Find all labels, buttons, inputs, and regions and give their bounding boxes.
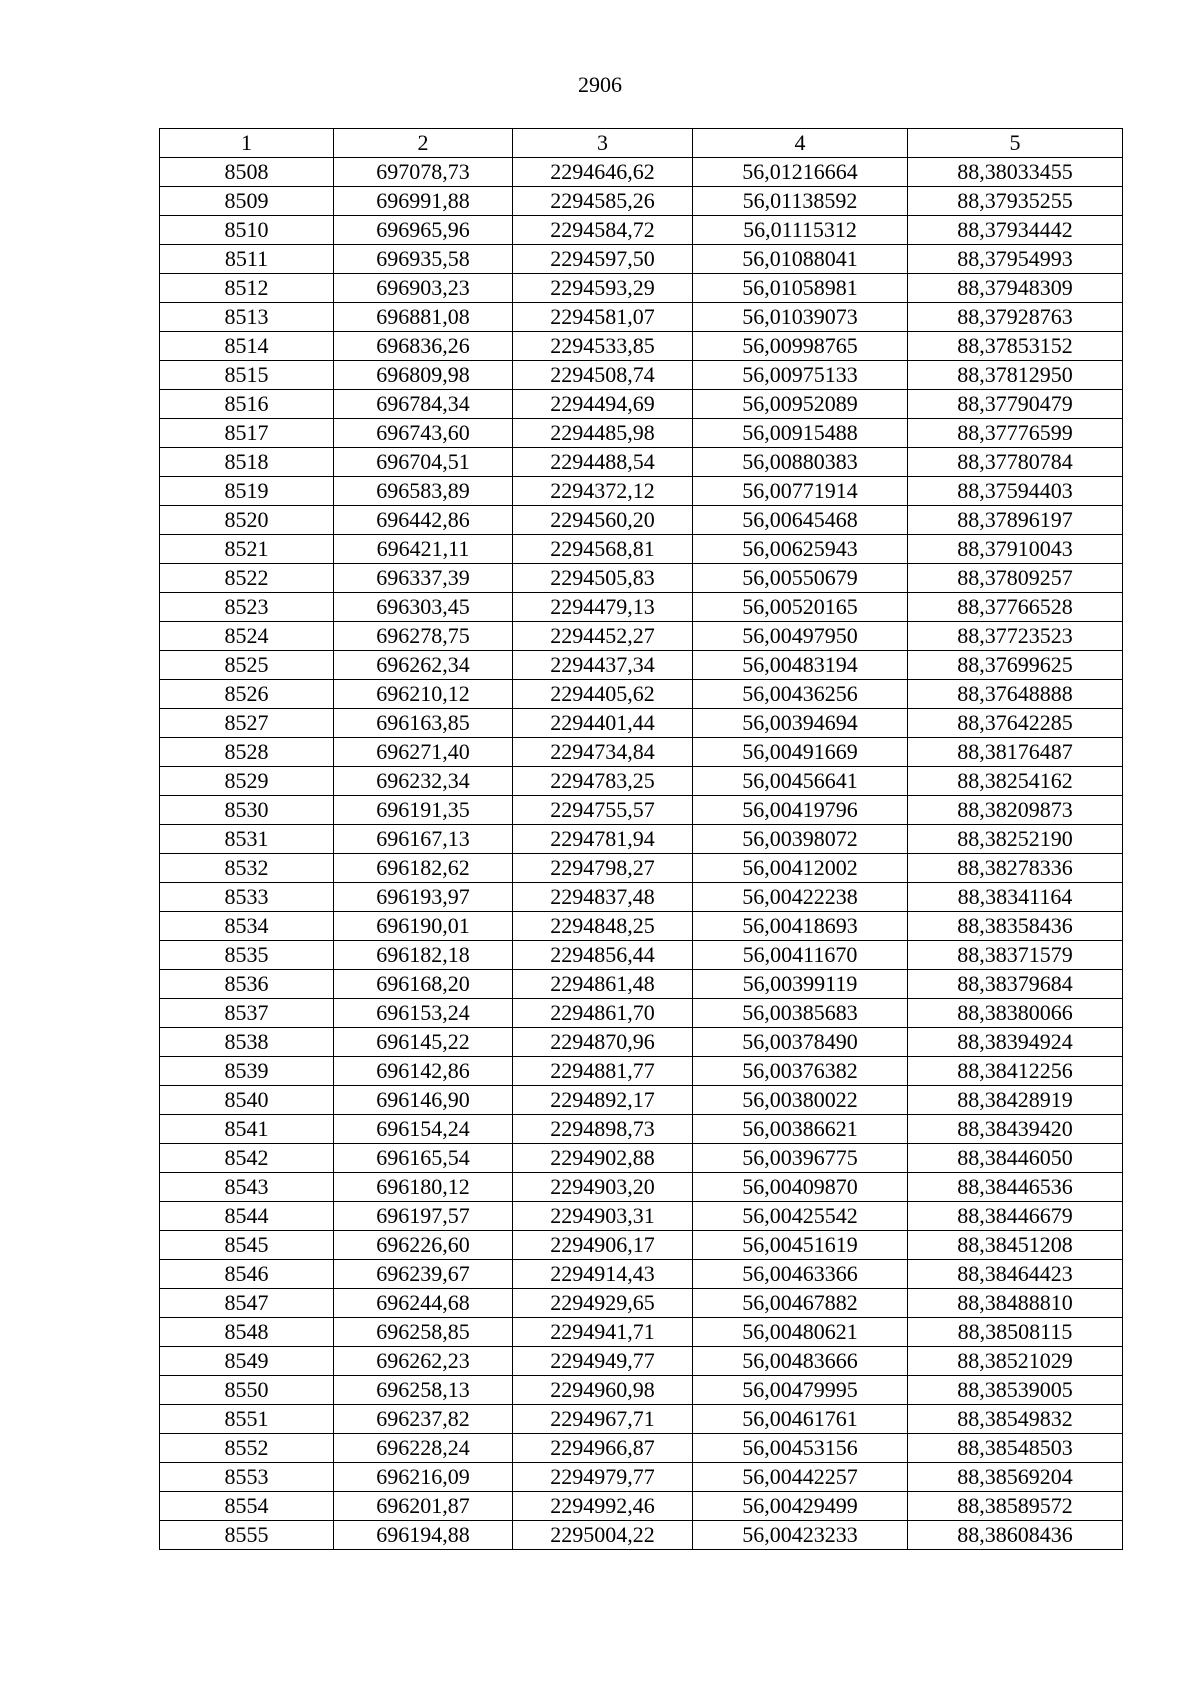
longitude-cell: 88,38278336 [908, 854, 1123, 883]
x-coordinate-cell: 696216,09 [334, 1463, 513, 1492]
y-coordinate-cell: 2295004,22 [513, 1521, 693, 1550]
y-coordinate-cell: 2294861,48 [513, 970, 693, 999]
latitude-cell: 56,00423233 [693, 1521, 908, 1550]
latitude-cell: 56,00491669 [693, 738, 908, 767]
longitude-cell: 88,38446536 [908, 1173, 1123, 1202]
longitude-cell: 88,37928763 [908, 303, 1123, 332]
latitude-cell: 56,00520165 [693, 593, 908, 622]
point-number-cell: 8529 [160, 767, 334, 796]
y-coordinate-cell: 2294992,46 [513, 1492, 693, 1521]
latitude-cell: 56,00880383 [693, 448, 908, 477]
longitude-cell: 88,37812950 [908, 361, 1123, 390]
latitude-cell: 56,00396775 [693, 1144, 908, 1173]
x-coordinate-cell: 696182,18 [334, 941, 513, 970]
point-number-cell: 8546 [160, 1260, 334, 1289]
longitude-cell: 88,38569204 [908, 1463, 1123, 1492]
latitude-cell: 56,00998765 [693, 332, 908, 361]
y-coordinate-cell: 2294405,62 [513, 680, 693, 709]
longitude-cell: 88,38539005 [908, 1376, 1123, 1405]
latitude-cell: 56,01039073 [693, 303, 908, 332]
longitude-cell: 88,37896197 [908, 506, 1123, 535]
longitude-cell: 88,37948309 [908, 274, 1123, 303]
column-header: 1 [160, 129, 334, 158]
y-coordinate-cell: 2294848,25 [513, 912, 693, 941]
x-coordinate-cell: 696583,89 [334, 477, 513, 506]
y-coordinate-cell: 2294646,62 [513, 158, 693, 187]
latitude-cell: 56,01138592 [693, 187, 908, 216]
column-header: 2 [334, 129, 513, 158]
longitude-cell: 88,37776599 [908, 419, 1123, 448]
y-coordinate-cell: 2294929,65 [513, 1289, 693, 1318]
point-number-cell: 8539 [160, 1057, 334, 1086]
table-body [160, 158, 1123, 1550]
latitude-cell: 56,00394694 [693, 709, 908, 738]
point-number-cell: 8528 [160, 738, 334, 767]
y-coordinate-cell: 2294533,85 [513, 332, 693, 361]
longitude-cell: 88,38252190 [908, 825, 1123, 854]
y-coordinate-cell: 2294898,73 [513, 1115, 693, 1144]
point-number-cell: 8535 [160, 941, 334, 970]
point-number-cell: 8510 [160, 216, 334, 245]
longitude-cell: 88,38446050 [908, 1144, 1123, 1173]
x-coordinate-cell: 696258,13 [334, 1376, 513, 1405]
table-row [160, 1231, 1123, 1260]
table-row [160, 1115, 1123, 1144]
latitude-cell: 56,00411670 [693, 941, 908, 970]
x-coordinate-cell: 696421,11 [334, 535, 513, 564]
longitude-cell: 88,38446679 [908, 1202, 1123, 1231]
longitude-cell: 88,38464423 [908, 1260, 1123, 1289]
x-coordinate-cell: 696337,39 [334, 564, 513, 593]
longitude-cell: 88,38608436 [908, 1521, 1123, 1550]
x-coordinate-cell: 696881,08 [334, 303, 513, 332]
longitude-cell: 88,38451208 [908, 1231, 1123, 1260]
latitude-cell: 56,00386621 [693, 1115, 908, 1144]
column-header: 5 [908, 129, 1123, 158]
table-row [160, 419, 1123, 448]
x-coordinate-cell: 696228,24 [334, 1434, 513, 1463]
table-row [160, 1086, 1123, 1115]
longitude-cell: 88,37642285 [908, 709, 1123, 738]
longitude-cell: 88,38380066 [908, 999, 1123, 1028]
point-number-cell: 8538 [160, 1028, 334, 1057]
latitude-cell: 56,00422238 [693, 883, 908, 912]
y-coordinate-cell: 2294881,77 [513, 1057, 693, 1086]
table-row [160, 1434, 1123, 1463]
x-coordinate-cell: 696197,57 [334, 1202, 513, 1231]
y-coordinate-cell: 2294734,84 [513, 738, 693, 767]
table-row [160, 274, 1123, 303]
table-row [160, 941, 1123, 970]
x-coordinate-cell: 696935,58 [334, 245, 513, 274]
latitude-cell: 56,00425542 [693, 1202, 908, 1231]
table-row [160, 216, 1123, 245]
table-row [160, 999, 1123, 1028]
latitude-cell: 56,00915488 [693, 419, 908, 448]
longitude-cell: 88,37910043 [908, 535, 1123, 564]
table-row [160, 1202, 1123, 1231]
latitude-cell: 56,00645468 [693, 506, 908, 535]
coordinates-table [159, 128, 1123, 1550]
table-row [160, 1144, 1123, 1173]
y-coordinate-cell: 2294892,17 [513, 1086, 693, 1115]
point-number-cell: 8522 [160, 564, 334, 593]
table-row [160, 245, 1123, 274]
table-row [160, 1376, 1123, 1405]
x-coordinate-cell: 696154,24 [334, 1115, 513, 1144]
x-coordinate-cell: 696210,12 [334, 680, 513, 709]
point-number-cell: 8526 [160, 680, 334, 709]
y-coordinate-cell: 2294906,17 [513, 1231, 693, 1260]
table-row [160, 390, 1123, 419]
table-row [160, 767, 1123, 796]
longitude-cell: 88,38589572 [908, 1492, 1123, 1521]
point-number-cell: 8531 [160, 825, 334, 854]
latitude-cell: 56,00480621 [693, 1318, 908, 1347]
point-number-cell: 8523 [160, 593, 334, 622]
y-coordinate-cell: 2294966,87 [513, 1434, 693, 1463]
longitude-cell: 88,37809257 [908, 564, 1123, 593]
point-number-cell: 8513 [160, 303, 334, 332]
point-number-cell: 8530 [160, 796, 334, 825]
longitude-cell: 88,37935255 [908, 187, 1123, 216]
point-number-cell: 8511 [160, 245, 334, 274]
point-number-cell: 8519 [160, 477, 334, 506]
y-coordinate-cell: 2294837,48 [513, 883, 693, 912]
table-row [160, 1028, 1123, 1057]
y-coordinate-cell: 2294967,71 [513, 1405, 693, 1434]
y-coordinate-cell: 2294755,57 [513, 796, 693, 825]
y-coordinate-cell: 2294902,88 [513, 1144, 693, 1173]
table-row [160, 825, 1123, 854]
x-coordinate-cell: 696190,01 [334, 912, 513, 941]
latitude-cell: 56,00456641 [693, 767, 908, 796]
latitude-cell: 56,00451619 [693, 1231, 908, 1260]
column-header: 3 [513, 129, 693, 158]
table-row [160, 1173, 1123, 1202]
latitude-cell: 56,00376382 [693, 1057, 908, 1086]
table-row [160, 361, 1123, 390]
y-coordinate-cell: 2294856,44 [513, 941, 693, 970]
x-coordinate-cell: 696237,82 [334, 1405, 513, 1434]
y-coordinate-cell: 2294508,74 [513, 361, 693, 390]
x-coordinate-cell: 696743,60 [334, 419, 513, 448]
point-number-cell: 8544 [160, 1202, 334, 1231]
y-coordinate-cell: 2294783,25 [513, 767, 693, 796]
x-coordinate-cell: 696244,68 [334, 1289, 513, 1318]
longitude-cell: 88,38254162 [908, 767, 1123, 796]
latitude-cell: 56,00412002 [693, 854, 908, 883]
point-number-cell: 8543 [160, 1173, 334, 1202]
longitude-cell: 88,38371579 [908, 941, 1123, 970]
longitude-cell: 88,37648888 [908, 680, 1123, 709]
longitude-cell: 88,37954993 [908, 245, 1123, 274]
point-number-cell: 8512 [160, 274, 334, 303]
y-coordinate-cell: 2294903,20 [513, 1173, 693, 1202]
latitude-cell: 56,00419796 [693, 796, 908, 825]
latitude-cell: 56,01058981 [693, 274, 908, 303]
point-number-cell: 8525 [160, 651, 334, 680]
y-coordinate-cell: 2294870,96 [513, 1028, 693, 1057]
longitude-cell: 88,37594403 [908, 477, 1123, 506]
table-row [160, 651, 1123, 680]
latitude-cell: 56,00467882 [693, 1289, 908, 1318]
latitude-cell: 56,00399119 [693, 970, 908, 999]
x-coordinate-cell: 696201,87 [334, 1492, 513, 1521]
latitude-cell: 56,00483666 [693, 1347, 908, 1376]
point-number-cell: 8520 [160, 506, 334, 535]
x-coordinate-cell: 696239,67 [334, 1260, 513, 1289]
table-row [160, 738, 1123, 767]
longitude-cell: 88,38488810 [908, 1289, 1123, 1318]
table-row [160, 1405, 1123, 1434]
table-row [160, 564, 1123, 593]
point-number-cell: 8521 [160, 535, 334, 564]
x-coordinate-cell: 697078,73 [334, 158, 513, 187]
latitude-cell: 56,00442257 [693, 1463, 908, 1492]
y-coordinate-cell: 2294781,94 [513, 825, 693, 854]
point-number-cell: 8533 [160, 883, 334, 912]
x-coordinate-cell: 696167,13 [334, 825, 513, 854]
x-coordinate-cell: 696194,88 [334, 1521, 513, 1550]
point-number-cell: 8552 [160, 1434, 334, 1463]
table-row [160, 477, 1123, 506]
longitude-cell: 88,38549832 [908, 1405, 1123, 1434]
point-number-cell: 8547 [160, 1289, 334, 1318]
x-coordinate-cell: 696784,34 [334, 390, 513, 419]
point-number-cell: 8537 [160, 999, 334, 1028]
point-number-cell: 8516 [160, 390, 334, 419]
y-coordinate-cell: 2294861,70 [513, 999, 693, 1028]
x-coordinate-cell: 696258,85 [334, 1318, 513, 1347]
x-coordinate-cell: 696903,23 [334, 274, 513, 303]
latitude-cell: 56,00771914 [693, 477, 908, 506]
table-row [160, 1521, 1123, 1550]
table-row [160, 1463, 1123, 1492]
y-coordinate-cell: 2294568,81 [513, 535, 693, 564]
longitude-cell: 88,37780784 [908, 448, 1123, 477]
point-number-cell: 8509 [160, 187, 334, 216]
y-coordinate-cell: 2294585,26 [513, 187, 693, 216]
latitude-cell: 56,00463366 [693, 1260, 908, 1289]
longitude-cell: 88,38508115 [908, 1318, 1123, 1347]
table-row [160, 158, 1123, 187]
latitude-cell: 56,00625943 [693, 535, 908, 564]
longitude-cell: 88,38033455 [908, 158, 1123, 187]
latitude-cell: 56,00380022 [693, 1086, 908, 1115]
table-row [160, 303, 1123, 332]
x-coordinate-cell: 696142,86 [334, 1057, 513, 1086]
table-row [160, 535, 1123, 564]
point-number-cell: 8549 [160, 1347, 334, 1376]
y-coordinate-cell: 2294903,31 [513, 1202, 693, 1231]
x-coordinate-cell: 696303,45 [334, 593, 513, 622]
table-row [160, 796, 1123, 825]
x-coordinate-cell: 696168,20 [334, 970, 513, 999]
header-row [160, 129, 1123, 158]
longitude-cell: 88,38439420 [908, 1115, 1123, 1144]
table-row [160, 1347, 1123, 1376]
point-number-cell: 8524 [160, 622, 334, 651]
y-coordinate-cell: 2294798,27 [513, 854, 693, 883]
x-coordinate-cell: 696165,54 [334, 1144, 513, 1173]
y-coordinate-cell: 2294505,83 [513, 564, 693, 593]
latitude-cell: 56,00952089 [693, 390, 908, 419]
x-coordinate-cell: 696442,86 [334, 506, 513, 535]
point-number-cell: 8550 [160, 1376, 334, 1405]
latitude-cell: 56,01115312 [693, 216, 908, 245]
longitude-cell: 88,37699625 [908, 651, 1123, 680]
longitude-cell: 88,38428919 [908, 1086, 1123, 1115]
y-coordinate-cell: 2294584,72 [513, 216, 693, 245]
x-coordinate-cell: 696836,26 [334, 332, 513, 361]
x-coordinate-cell: 696991,88 [334, 187, 513, 216]
y-coordinate-cell: 2294560,20 [513, 506, 693, 535]
longitude-cell: 88,38379684 [908, 970, 1123, 999]
longitude-cell: 88,38521029 [908, 1347, 1123, 1376]
point-number-cell: 8545 [160, 1231, 334, 1260]
latitude-cell: 56,00429499 [693, 1492, 908, 1521]
x-coordinate-cell: 696262,34 [334, 651, 513, 680]
table-row [160, 680, 1123, 709]
y-coordinate-cell: 2294479,13 [513, 593, 693, 622]
latitude-cell: 56,00409870 [693, 1173, 908, 1202]
point-number-cell: 8548 [160, 1318, 334, 1347]
x-coordinate-cell: 696271,40 [334, 738, 513, 767]
x-coordinate-cell: 696182,62 [334, 854, 513, 883]
point-number-cell: 8508 [160, 158, 334, 187]
latitude-cell: 56,01216664 [693, 158, 908, 187]
point-number-cell: 8534 [160, 912, 334, 941]
y-coordinate-cell: 2294437,34 [513, 651, 693, 680]
y-coordinate-cell: 2294597,50 [513, 245, 693, 274]
latitude-cell: 56,00436256 [693, 680, 908, 709]
longitude-cell: 88,38341164 [908, 883, 1123, 912]
y-coordinate-cell: 2294488,54 [513, 448, 693, 477]
latitude-cell: 56,01088041 [693, 245, 908, 274]
latitude-cell: 56,00385683 [693, 999, 908, 1028]
point-number-cell: 8515 [160, 361, 334, 390]
latitude-cell: 56,00483194 [693, 651, 908, 680]
point-number-cell: 8554 [160, 1492, 334, 1521]
table-row [160, 448, 1123, 477]
y-coordinate-cell: 2294960,98 [513, 1376, 693, 1405]
table-row [160, 1492, 1123, 1521]
x-coordinate-cell: 696153,24 [334, 999, 513, 1028]
table-row [160, 622, 1123, 651]
point-number-cell: 8518 [160, 448, 334, 477]
point-number-cell: 8517 [160, 419, 334, 448]
y-coordinate-cell: 2294452,27 [513, 622, 693, 651]
table-row [160, 709, 1123, 738]
longitude-cell: 88,37790479 [908, 390, 1123, 419]
table-row [160, 1318, 1123, 1347]
x-coordinate-cell: 696809,98 [334, 361, 513, 390]
table-row [160, 187, 1123, 216]
x-coordinate-cell: 696146,90 [334, 1086, 513, 1115]
table-row [160, 883, 1123, 912]
x-coordinate-cell: 696704,51 [334, 448, 513, 477]
latitude-cell: 56,00479995 [693, 1376, 908, 1405]
x-coordinate-cell: 696180,12 [334, 1173, 513, 1202]
point-number-cell: 8551 [160, 1405, 334, 1434]
x-coordinate-cell: 696232,34 [334, 767, 513, 796]
longitude-cell: 88,37934442 [908, 216, 1123, 245]
latitude-cell: 56,00453156 [693, 1434, 908, 1463]
point-number-cell: 8555 [160, 1521, 334, 1550]
y-coordinate-cell: 2294401,44 [513, 709, 693, 738]
x-coordinate-cell: 696191,35 [334, 796, 513, 825]
point-number-cell: 8541 [160, 1115, 334, 1144]
latitude-cell: 56,00461761 [693, 1405, 908, 1434]
longitude-cell: 88,38412256 [908, 1057, 1123, 1086]
latitude-cell: 56,00398072 [693, 825, 908, 854]
point-number-cell: 8553 [160, 1463, 334, 1492]
point-number-cell: 8514 [160, 332, 334, 361]
y-coordinate-cell: 2294941,71 [513, 1318, 693, 1347]
latitude-cell: 56,00378490 [693, 1028, 908, 1057]
table-row [160, 506, 1123, 535]
page-number: 2906 [578, 72, 622, 97]
latitude-cell: 56,00497950 [693, 622, 908, 651]
y-coordinate-cell: 2294494,69 [513, 390, 693, 419]
x-coordinate-cell: 696163,85 [334, 709, 513, 738]
point-number-cell: 8542 [160, 1144, 334, 1173]
latitude-cell: 56,00975133 [693, 361, 908, 390]
point-number-cell: 8536 [160, 970, 334, 999]
longitude-cell: 88,38548503 [908, 1434, 1123, 1463]
longitude-cell: 88,38394924 [908, 1028, 1123, 1057]
y-coordinate-cell: 2294581,07 [513, 303, 693, 332]
table-row [160, 854, 1123, 883]
table-row [160, 332, 1123, 361]
x-coordinate-cell: 696226,60 [334, 1231, 513, 1260]
table-row [160, 1057, 1123, 1086]
longitude-cell: 88,38176487 [908, 738, 1123, 767]
latitude-cell: 56,00550679 [693, 564, 908, 593]
column-header: 4 [693, 129, 908, 158]
latitude-cell: 56,00418693 [693, 912, 908, 941]
y-coordinate-cell: 2294372,12 [513, 477, 693, 506]
table-row [160, 1289, 1123, 1318]
x-coordinate-cell: 696145,22 [334, 1028, 513, 1057]
longitude-cell: 88,37853152 [908, 332, 1123, 361]
x-coordinate-cell: 696193,97 [334, 883, 513, 912]
y-coordinate-cell: 2294593,29 [513, 274, 693, 303]
point-number-cell: 8527 [160, 709, 334, 738]
longitude-cell: 88,38358436 [908, 912, 1123, 941]
table-row [160, 970, 1123, 999]
longitude-cell: 88,37723523 [908, 622, 1123, 651]
x-coordinate-cell: 696965,96 [334, 216, 513, 245]
longitude-cell: 88,38209873 [908, 796, 1123, 825]
y-coordinate-cell: 2294949,77 [513, 1347, 693, 1376]
point-number-cell: 8532 [160, 854, 334, 883]
table-row [160, 593, 1123, 622]
table-row [160, 1260, 1123, 1289]
longitude-cell: 88,37766528 [908, 593, 1123, 622]
x-coordinate-cell: 696278,75 [334, 622, 513, 651]
y-coordinate-cell: 2294485,98 [513, 419, 693, 448]
table-header [160, 129, 1123, 158]
point-number-cell: 8540 [160, 1086, 334, 1115]
x-coordinate-cell: 696262,23 [334, 1347, 513, 1376]
y-coordinate-cell: 2294914,43 [513, 1260, 693, 1289]
table-row [160, 912, 1123, 941]
y-coordinate-cell: 2294979,77 [513, 1463, 693, 1492]
